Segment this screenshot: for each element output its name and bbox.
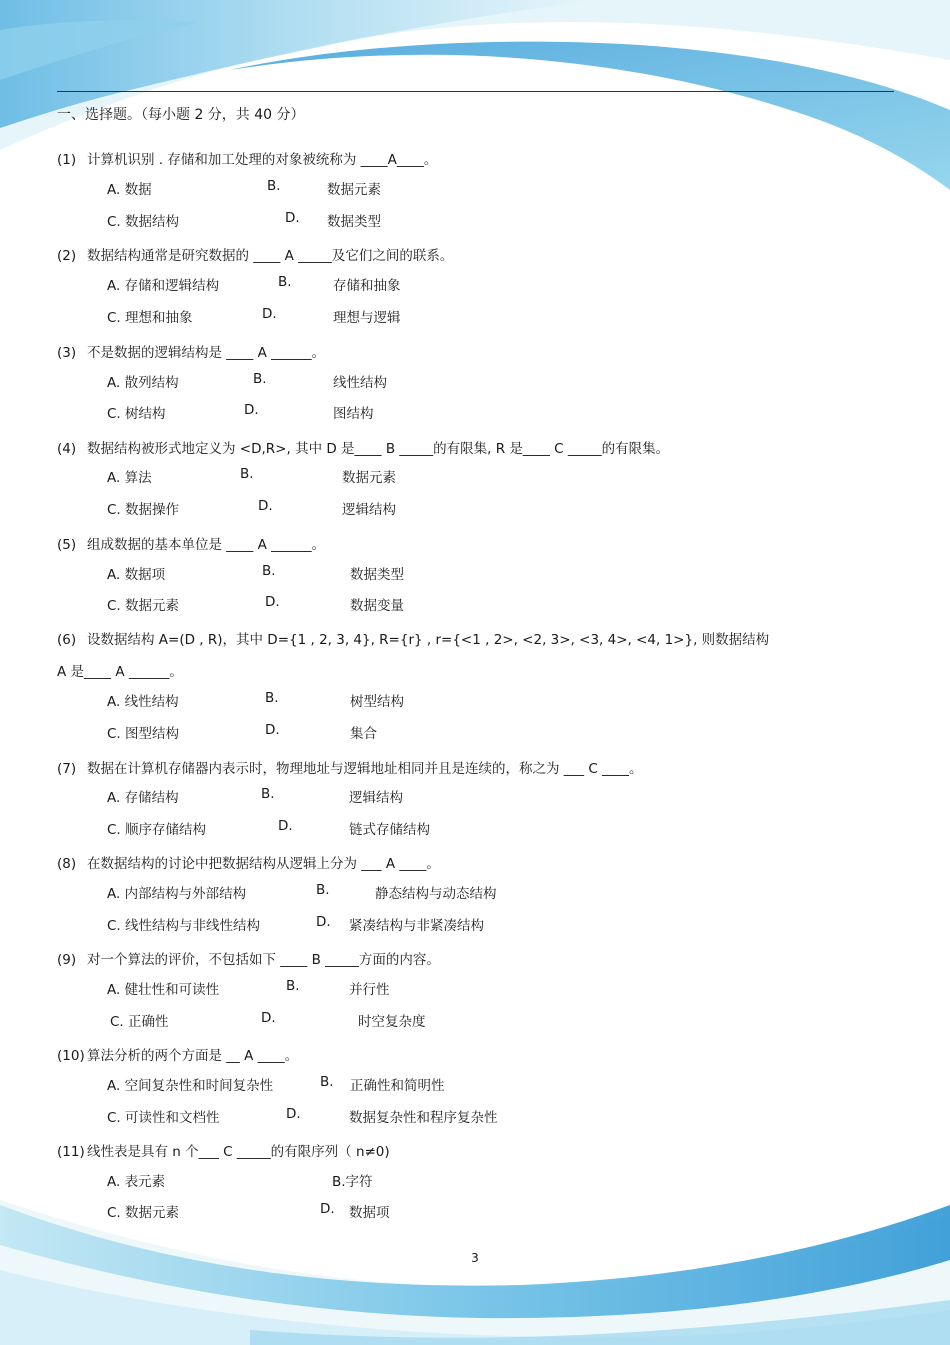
option-a: A. 表元素 (107, 1174, 166, 1190)
question-number: (7) (57, 761, 77, 777)
question-2 (57, 244, 453, 264)
question-1 (57, 148, 437, 168)
option-b: B. 数据类型 (262, 563, 404, 583)
option-d: D. 数据项 (320, 1201, 390, 1221)
option-d: D. 理想与逻辑 (262, 306, 401, 326)
question-text: 线性表是具有 n 个___ C _____的有限序列（ n≠0) (87, 1144, 390, 1160)
question-text: 设数据结构 A=(D , R)，其中 D={1 , 2, 3, 4}, R={r} , r={<1 , 2>, <2, 3>, <3, 4>, <4, 1>}, 则数据结构 (87, 632, 770, 648)
option-c: C. 顺序存储结构 (107, 822, 207, 838)
option-a: A. 算法 (107, 470, 152, 486)
option-a: A. 数据项 (107, 567, 166, 583)
option-c: C. 数据操作 (107, 502, 180, 518)
option-c: C. 可读性和文档性 (107, 1110, 220, 1126)
question-number: (6) (57, 632, 77, 648)
option-c: C. 树结构 (107, 406, 166, 422)
option-c: C. 理想和抽象 (107, 310, 193, 326)
option-b: B. 静态结构与动态结构 (316, 882, 497, 902)
option-c: C. 线性结构与非线性结构 (107, 918, 261, 934)
question-text: 数据在计算机存储器内表示时，物理地址与逻辑地址相同并且是连续的，称之为 ___ C ____。 (87, 761, 643, 777)
question-text: 组成数据的基本单位是 ____ A ______。 (87, 537, 326, 553)
question-number: (3) (57, 345, 77, 361)
option-b: B. 存储和抽象 (278, 274, 401, 294)
question-3 (57, 341, 325, 361)
question-number: (4) (57, 441, 77, 457)
section-title: 一、选择题。（每小题 2 分，共 40 分） (57, 107, 305, 123)
question-text: 数据结构被形式地定义为 <D,R>, 其中 D 是____ B _____的有限集, R 是____ C _____的有限集。 (87, 441, 670, 457)
option-a: A. 空间复杂性和时间复杂性 (107, 1078, 274, 1094)
option-c: C. 数据元素 (107, 598, 180, 614)
option-b: B. 并行性 (286, 978, 390, 998)
option-d: D. 紧凑结构与非紧凑结构 (316, 914, 484, 934)
question-text: 计算机识别 . 存储和加工处理的对象被统称为 ____A____。 (87, 152, 438, 168)
question-10 (57, 1044, 298, 1064)
option-b: B. 逻辑结构 (261, 786, 403, 806)
question-text: 对一个算法的评价，不包括如下 ____ B _____方面的内容。 (87, 952, 440, 968)
option-a: A. 健壮性和可读性 (107, 982, 220, 998)
option-a: A. 存储和逻辑结构 (107, 278, 220, 294)
option-d: D. 时空复杂度 (261, 1010, 426, 1030)
option-d: D. 数据复杂性和程序复杂性 (286, 1106, 498, 1126)
question-number: (11) (57, 1144, 85, 1160)
option-b: B.字符 (332, 1174, 373, 1190)
question-number: (8) (57, 856, 77, 872)
option-d: D. 集合 (265, 722, 377, 742)
option-a: A. 散列结构 (107, 375, 179, 391)
option-d: D. 逻辑结构 (258, 498, 396, 518)
question-8 (57, 852, 440, 872)
question-number: (9) (57, 952, 77, 968)
question-number: (1) (57, 152, 77, 168)
question-number: (5) (57, 537, 77, 553)
option-b: B. 正确性和简明性 (320, 1074, 445, 1094)
question-text: 不是数据的逻辑结构是 ____ A ______。 (87, 345, 326, 361)
option-d: D. 图结构 (244, 402, 374, 422)
question-11 (57, 1140, 390, 1160)
option-a: A. 内部结构与外部结构 (107, 886, 247, 902)
option-d: D. 数据类型 (285, 210, 381, 230)
question-9 (57, 948, 440, 968)
question-6 (57, 628, 769, 648)
option-c: C. 数据结构 (107, 214, 180, 230)
question-5 (57, 533, 325, 553)
question-text: 算法分析的两个方面是 __ A ____。 (87, 1048, 299, 1064)
question-7 (57, 757, 643, 777)
option-b: B. 树型结构 (265, 690, 404, 710)
option-d: D. 链式存储结构 (278, 818, 430, 838)
option-a: A. 存储结构 (107, 790, 179, 806)
question-text: 在数据结构的讨论中把数据结构从逻辑上分为 ___ A ____。 (87, 856, 440, 872)
option-c: C. 数据元素 (107, 1205, 180, 1221)
option-c: C. 图型结构 (107, 726, 180, 742)
question-number: (10) (57, 1048, 85, 1064)
question-text: 数据结构通常是研究数据的 ____ A _____及它们之间的联系。 (87, 248, 454, 264)
page-number: 3 (471, 1251, 479, 1265)
header-rule (57, 91, 894, 92)
option-c: C. 正确性 (110, 1014, 169, 1030)
option-a: A. 线性结构 (107, 694, 179, 710)
question-text-continued: A 是____ A ______。 (57, 664, 183, 680)
option-b: B. 数据元素 (267, 178, 381, 198)
question-number: (2) (57, 248, 77, 264)
option-a: A. 数据 (107, 182, 152, 198)
option-b: B. 数据元素 (240, 466, 396, 486)
option-b: B. 线性结构 (253, 371, 387, 391)
question-4 (57, 437, 669, 457)
option-d: D. 数据变量 (265, 594, 404, 614)
